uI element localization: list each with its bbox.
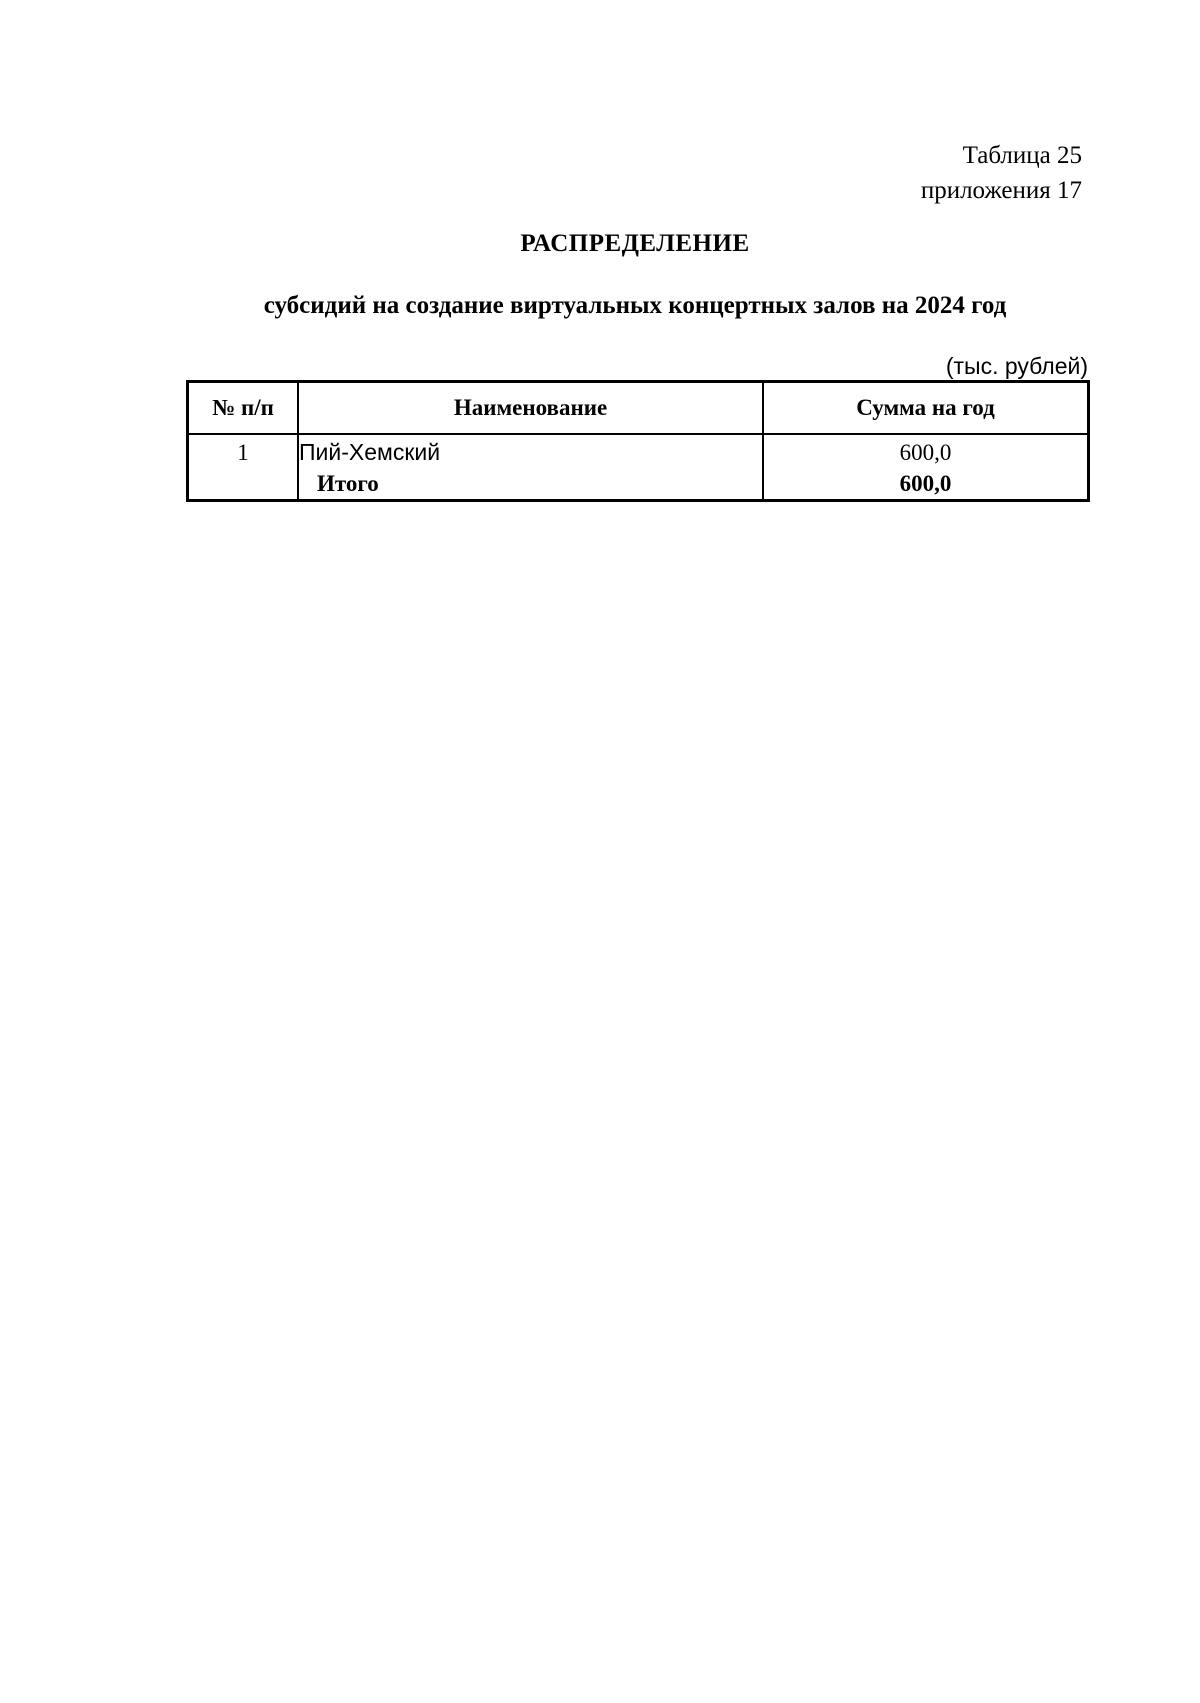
units-label: (тыс. рублей): [945, 353, 1088, 379]
column-header-name: Наименование: [298, 382, 763, 435]
total-label-cell: Итого: [298, 468, 763, 501]
table-header-row: [188, 382, 1089, 435]
distribution-table: [186, 380, 1090, 502]
table-row: [188, 434, 1089, 468]
document-subtitle: субсидий на создание виртуальных концертных залов на 2024 год: [263, 292, 1007, 319]
row-number-cell: 1: [188, 434, 299, 468]
row-name-cell: Пий-Хемский: [298, 434, 763, 468]
row-sum-cell: 600,0: [763, 434, 1089, 468]
total-sum-cell: 600,0: [763, 468, 1089, 501]
appendix-number: приложения 17: [920, 177, 1082, 204]
column-header-number: № п/п: [188, 382, 299, 435]
table-number: Таблица 25: [962, 142, 1082, 169]
table-reference: [921, 138, 1082, 208]
total-number-cell: [188, 468, 299, 501]
total-row: [188, 468, 1089, 501]
document-title: РАСПРЕДЕЛЕНИЕ: [520, 230, 750, 257]
column-header-sum: Сумма на год: [763, 382, 1089, 435]
